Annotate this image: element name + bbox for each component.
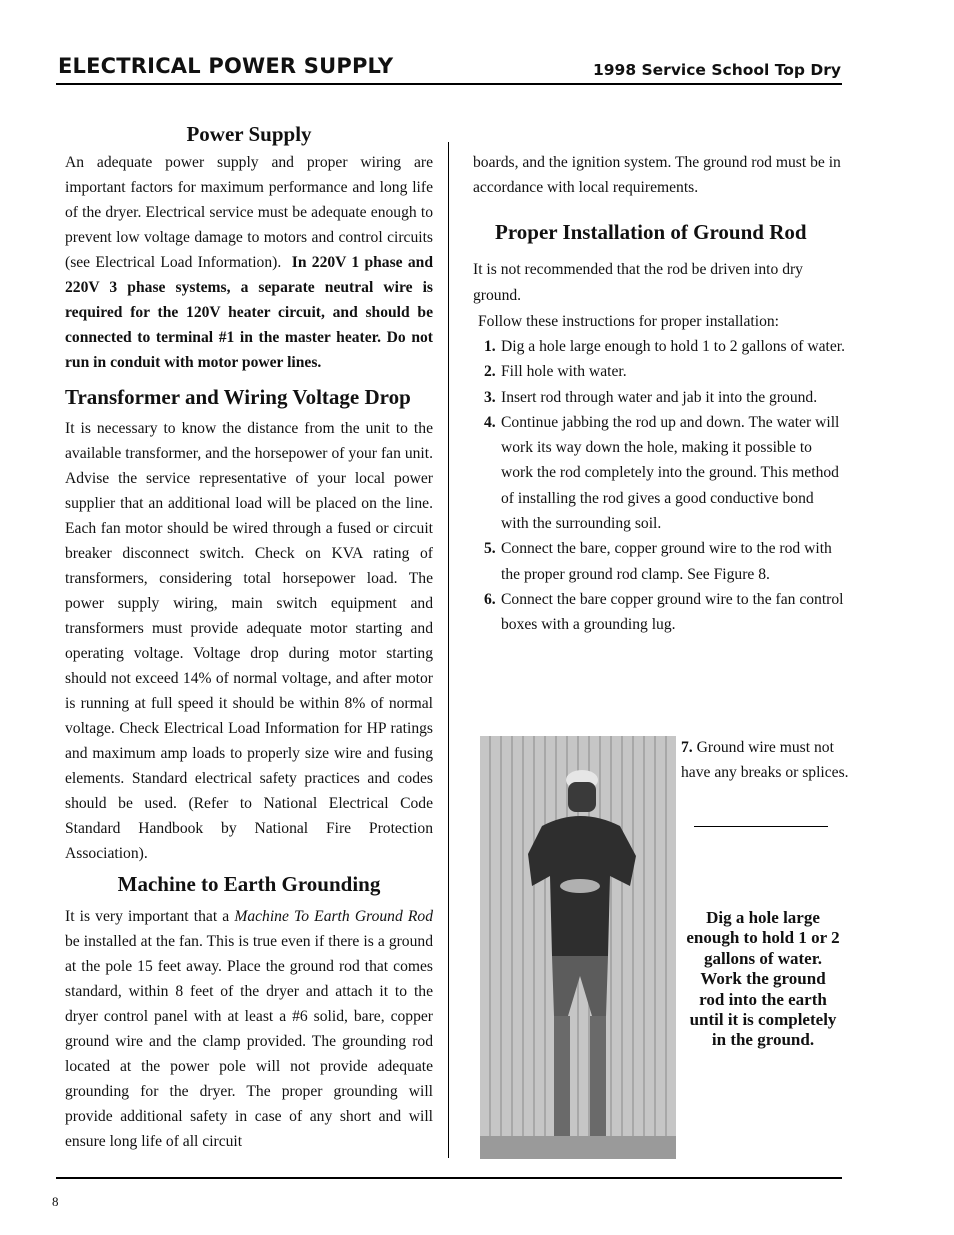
ground-rod-heading: Proper Installation of Ground Rod bbox=[495, 220, 807, 244]
power-supply-heading: Power Supply bbox=[186, 122, 312, 146]
voltage-drop-text: It is necessary to know the distance from the unit to the available transformer, and the horsepower of your fan unit. Advise the service representative of your local power supplier that an additional load will be placed on the line. Each fan motor should be wired through a fused or circuit breaker disconnect switch. Check on KVA rating of transformers, considering total horsepower load. The power supply wiring, main switch equipment and transformers must provide adequate motor starting and operating voltage. Voltage drop during motor starting should not exceed 14% of normal voltage, and after motor is running at full speed it should be within 8% of normal voltage. Check Electrical Load Information for HP ratings and maximum amp loads to properly size wire and fusing elements. Standard electrical safety practices and codes should be used. (Refer to National Electrical Code Standard Handbook by National Fire Protection Association). bbox=[65, 420, 433, 862]
left-column bbox=[65, 122, 433, 1154]
step-number: 1. bbox=[484, 338, 496, 355]
step-number: 3. bbox=[484, 388, 496, 406]
install-step bbox=[473, 410, 845, 536]
install-step bbox=[473, 385, 845, 410]
caption-rule bbox=[694, 826, 828, 827]
step-number: 6. bbox=[484, 590, 496, 608]
power-supply-body: An adequate power supply and proper wiring are important factors for maximum performance and long life of the dryer. Electrical service must be adequate enough to prevent low voltage damage to motors and control circuits (see Electrical Load Information). bbox=[65, 154, 433, 271]
grounding-text bbox=[65, 904, 433, 1154]
step-number: 4. bbox=[484, 413, 496, 431]
step-text: Continue jabbing the rod up and down. The water will work its way down the hole, making it possible to work the rod completely into the ground. This method of installing the rod gives a good conductive bond with the surrounding soil. bbox=[501, 413, 840, 533]
step-text: Fill hole with water. bbox=[501, 363, 627, 381]
step-text: Dig a hole large enough to hold 1 to 2 gallons of water. bbox=[501, 338, 846, 355]
step-number: 7. bbox=[681, 739, 693, 756]
grounding-text-pre: It is very important that a bbox=[65, 908, 235, 925]
step-text: Connect the bare, copper ground wire to the rod with the proper ground rod clamp. See Figure 8. bbox=[501, 540, 832, 583]
photo-caption: Dig a hole large enough to hold 1 or 2 gallons of water. Work the ground rod into the earth until it is completely in the ground. bbox=[686, 908, 840, 1050]
page-title: ELECTRICAL POWER SUPPLY bbox=[58, 54, 394, 78]
grounding-heading: Machine to Earth Grounding bbox=[117, 872, 381, 896]
step-number: 2. bbox=[484, 363, 496, 381]
power-supply-warning: In 220V 1 phase and 220V 3 phase systems, a separate neutral wire is required for the 120V heater circuit, and should be connected to terminal #1 in the master heater. Do not run in conduit with motor power lines. bbox=[65, 254, 433, 371]
step-text: Connect the bare copper ground wire to the fan control boxes with a grounding lug. bbox=[501, 590, 844, 634]
install-steps bbox=[473, 334, 845, 638]
header-rule bbox=[56, 83, 842, 85]
person-figure bbox=[480, 736, 676, 1159]
install-instructions-lead: Follow these instructions for proper installation: bbox=[478, 313, 780, 330]
install-intro: It is not recommended that the rod be driven into dry ground. bbox=[473, 261, 803, 304]
step-text: Ground wire must not have any breaks or splices. bbox=[681, 739, 849, 781]
ground-rod-term: Machine To Earth Ground Rod bbox=[234, 908, 433, 925]
continuation-text: boards, and the ignition system. The ground rod must be in accordance with local requirements. bbox=[473, 154, 841, 196]
step-number: 5. bbox=[484, 540, 496, 558]
step-text: Insert rod through water and jab it into the ground. bbox=[501, 388, 818, 406]
column-divider bbox=[448, 142, 449, 1158]
footer-rule bbox=[56, 1177, 842, 1179]
install-step bbox=[473, 587, 845, 638]
install-step bbox=[473, 334, 845, 359]
ground-rod-photo bbox=[480, 736, 676, 1159]
grounding-text-post: be installed at the fan. This is true even if there is a ground at the pole 15 feet away. Place the ground rod that comes standard, within 8 feet of the dryer and attach it to the dryer control panel with at least a #6 solid, bare, copper ground wire and the clamp provided. The grounding rod located at the power pole will not provide adequate grounding for the dryer. The proper grounding will provide additional safety in case of any short and will ensure long life of all circuit bbox=[65, 933, 433, 1150]
install-step bbox=[473, 359, 845, 384]
install-step bbox=[473, 536, 845, 587]
page-number: 8 bbox=[52, 1194, 59, 1209]
voltage-drop-heading: Transformer and Wiring Voltage Drop bbox=[65, 385, 411, 409]
power-supply-text bbox=[65, 150, 433, 375]
page-subtitle: 1998 Service School Top Dry bbox=[592, 61, 841, 79]
right-column bbox=[473, 150, 845, 638]
install-step-7 bbox=[681, 735, 851, 785]
